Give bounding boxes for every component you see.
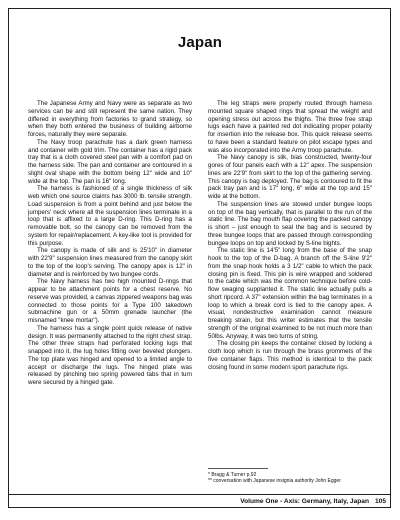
page-title: Japan [177,34,223,51]
paragraph: The Navy harness has two high mounted D-rings that appear to be attachment points for a chest reserve. No reserve was provided, a canvas zippered weapons bag was connected to those points for a Type 100 takedown submachine gun or a 50mm grenade launcher (the misnamed "knee mortar"). [28,278,192,324]
footnote: ** conversation with Japanese insignia authority John Egger [208,478,341,485]
paragraph: The suspension lines are stowed under bungee loops on top of the bag vertically, that is parallel to the run of the static line. The bag mouth flap covering the packed canopy is short – just enough to seal the bag and is secured by three bungee loops that are passed through corresponding bungee loops on top and locked by S-line bights. [208,200,372,247]
footnote-divider [208,468,268,469]
paragraph: The harness is fashioned of a single thickness of silk web which one source claims has 3000 lb. tensile strength. Load suspension is from a point behind and just below the jumpers' neck where all the suspension lines terminate in a loop that is affixed to a large D-ring. This D-ring has a removable bolt, so the canopy can be removed from the system for repair/replacement. A key-like tool is provided for this purpose. [28,185,192,247]
paragraph: The Navy troop parachute has a dark green harness and container with gold trim. The container has a rigid pack tray that is a cloth covered steel pan with a comfort pad on the harness side. The pan and container are contoured in a slight oval shape with the bottom being 12" wide and 10" wide at the top. The pan is 16" long. [28,138,192,185]
footer-volume-title: Volume One - Axis: Germany, Italy, Japan [240,498,369,505]
paragraph: The closing pin keeps the container closed by locking a cloth loop which is run through the brass grommets of the five container flaps. This method is identical to the pack closing found in some modern sport parachute rigs. [208,340,372,371]
footnote: * Bragg & Turner p.92 [208,472,257,478]
page-number: 105 [374,498,386,505]
paragraph: The static line is 14'5" long from the base of the snap hook to the top of the D-bag. A branch off the S-line 9'2" from the snap hook holds a 3 1/2" cable to which the pack closing pin is fixed. This pin is wire wrapped and soldered to the cable which was the common technique before cold-flow swaging supplanted it. The static line actually pulls a short ripcord. A 37" extension within the bag terminates in a loop to which a break cord is tied to the canopy apex. A visual, nondestructive examination cannot measure breaking strain, but this writer estimates that the tensile strength of the original examined to be not much more than 50lbs. Anyway, it was two turns of string. [208,247,372,340]
paragraph: The leg straps were properly routed through harness mounted square shaped rings that spread the weight and opening stress out across the thighs. The three free strap lugs each have a painted red dot indicating proper polarity for insertion into the release box. This quick release seems to have been a standard feature on pilot escape types and was also incorporated into the Army troop parachute. [208,100,372,154]
paragraph: The harness has a single point quick release of native design. It was permanently attached to the right chest strap. The other three straps had perforated locking lugs that snapped into it, the lug holes fitting over beveled plungers. The top plate was hinged and opened to a limited angle to accept or discharge the lugs. The hinged plate was released by pinching two spring powered tabs that in turn were secured by a hinged gate. [28,324,192,386]
page-footer [240,498,386,505]
paragraph: The Navy canopy is silk, bias constructed, twenty-four gores of four panels each with a 12" apex. The suspension lines are 22'9" from skirt to the top of the gathering serving. This canopy is bag deployed. The bag is contoured to fit the pack tray pan and is 17" long, 6" wide at the top and 15" wide at the bottom. [208,154,372,200]
footer-divider [8,494,391,495]
paragraph: The canopy is made of silk and is 25'10" in diameter with 22'9" suspension lines measured from the canopy skirt to the top of the loop's serving. The canopy apex is 12" in diameter and is reinforced by two bungee cords. [28,247,192,278]
paragraph: The Japanese Army and Navy were as separate as two services can be and still represent the same nation. They differed in everything from factories to grand strategy, so when they both entered the business of building airborne forces, naturally they were separate. [28,100,192,138]
right-column [208,100,372,371]
footnotes [208,472,378,484]
left-column [28,100,192,387]
